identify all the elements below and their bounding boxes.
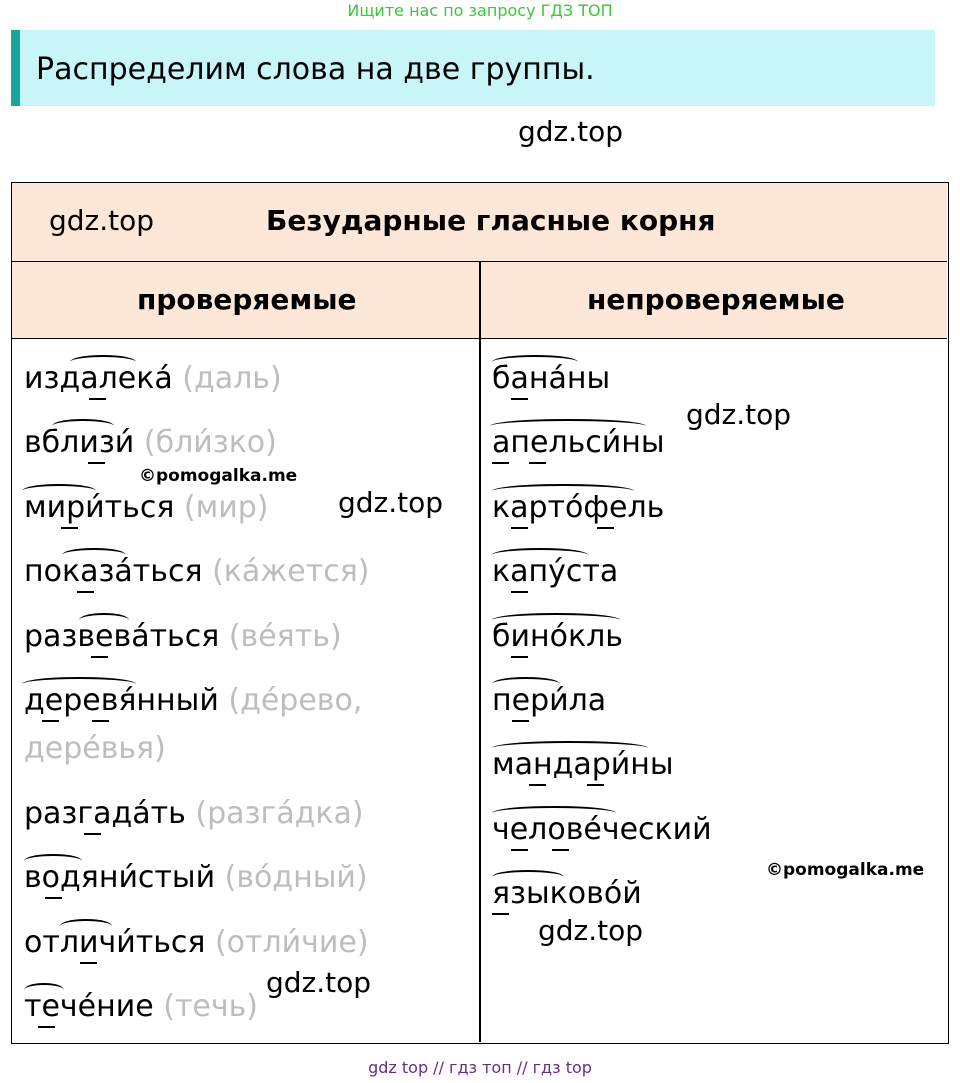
table-header: [12, 183, 947, 262]
root-arc: [492, 613, 620, 627]
root-arc: [22, 677, 136, 691]
check-word: (разга́дка): [195, 796, 364, 831]
word: карто́фель: [492, 490, 665, 525]
word-row: [24, 361, 282, 397]
watermark: gdz.top: [686, 398, 792, 431]
vowel-underline: [61, 527, 78, 529]
word: бана́ны: [492, 361, 611, 396]
vowel-underline: [89, 398, 106, 400]
word: мири́ться: [24, 490, 175, 525]
check-word: (де́рево,: [228, 683, 363, 718]
word: пери́ла: [492, 683, 607, 718]
vowel-underline: [45, 897, 62, 899]
word-row: [24, 731, 166, 767]
check-word: (бли́зко): [143, 425, 277, 460]
word: издалека́: [24, 361, 173, 396]
vowel-underline: [77, 591, 94, 593]
word: апельси́ны: [492, 425, 665, 460]
vowel-underline: [511, 398, 528, 400]
vowel-underline: [511, 527, 528, 529]
check-word: (ка́жется): [212, 554, 370, 589]
word: челове́ческий: [492, 812, 712, 847]
word: разгада́ть: [24, 796, 186, 831]
vowel-underline: [512, 720, 529, 722]
vowel-underline: [84, 833, 101, 835]
word: тече́ние: [24, 989, 154, 1024]
check-word: (ве́ять): [228, 619, 342, 654]
root-arc: [24, 854, 82, 868]
vowel-underline: [587, 784, 604, 786]
watermark: gdz.top: [518, 115, 624, 148]
root-arc: [492, 548, 588, 562]
vowel-underline: [511, 656, 528, 658]
watermark-pomogalka: ©pomogalka.me: [766, 860, 925, 880]
root-arc: [79, 613, 129, 627]
vowel-underline: [552, 849, 569, 851]
root-arc: [62, 548, 126, 562]
root-arc: [24, 983, 64, 997]
footer-links: gdz top // гдз топ // гдз top: [368, 1058, 592, 1077]
word: языково́й: [492, 876, 642, 911]
vowel-underline: [597, 527, 614, 529]
word: вблизи́: [24, 425, 135, 460]
root-arc: [60, 919, 112, 933]
root-arc: [492, 741, 648, 755]
word: мандари́ны: [492, 747, 674, 782]
vowel-underline: [38, 1026, 55, 1028]
root-arc: [492, 806, 616, 820]
word: капу́ста: [492, 554, 619, 589]
root-arc: [70, 355, 136, 369]
word: показа́ться: [24, 554, 203, 589]
watermark: gdz.top: [338, 486, 444, 519]
vowel-underline: [529, 784, 546, 786]
task-text: Распределим слова на две группы.: [36, 52, 595, 87]
vowel-underline: [492, 913, 509, 915]
watermark-pomogalka: ©pomogalka.me: [139, 466, 298, 486]
root-arc: [492, 677, 560, 691]
table-title: Безударные гласные корня: [266, 204, 716, 237]
check-word: (во́дный): [224, 860, 368, 895]
vowel-underline: [529, 462, 546, 464]
check-word: (мир): [183, 490, 269, 525]
check-word: (отли́чие): [214, 925, 369, 960]
vowel-underline: [80, 962, 97, 964]
word: водяни́стый: [24, 860, 216, 895]
check-word: (даль): [182, 361, 282, 396]
check-word: (течь): [163, 989, 258, 1024]
word-row: [24, 796, 364, 832]
words-table: [11, 182, 949, 1044]
word: развева́ться: [24, 619, 220, 654]
root-arc: [492, 355, 578, 369]
watermark: gdz.top: [49, 204, 155, 237]
root-arc: [490, 419, 646, 433]
task-box: [11, 30, 935, 106]
column-divider: [479, 262, 481, 1042]
root-arc: [492, 484, 634, 498]
root-arc: [22, 484, 96, 498]
root-arc: [492, 870, 564, 884]
watermark: gdz.top: [266, 966, 372, 999]
vowel-underline: [492, 462, 509, 464]
search-banner: Ищите нас по запросу ГДЗ ТОП: [347, 1, 613, 20]
watermark: gdz.top: [538, 914, 644, 947]
vowel-underline: [88, 462, 105, 464]
vowel-underline: [511, 591, 528, 593]
column-header-checkable: проверяемые: [137, 283, 357, 316]
word-row: [24, 619, 342, 655]
word: отличи́ться: [24, 925, 206, 960]
vowel-underline: [91, 656, 108, 658]
vowel-underline: [511, 849, 528, 851]
vowel-underline: [92, 720, 109, 722]
check-word: дере́вья): [24, 731, 166, 766]
word: деревя́нный: [24, 683, 219, 718]
word: бино́кль: [492, 619, 623, 654]
column-header-uncheckable: непроверяемые: [587, 283, 845, 316]
vowel-underline: [42, 720, 59, 722]
root-arc: [52, 419, 114, 433]
